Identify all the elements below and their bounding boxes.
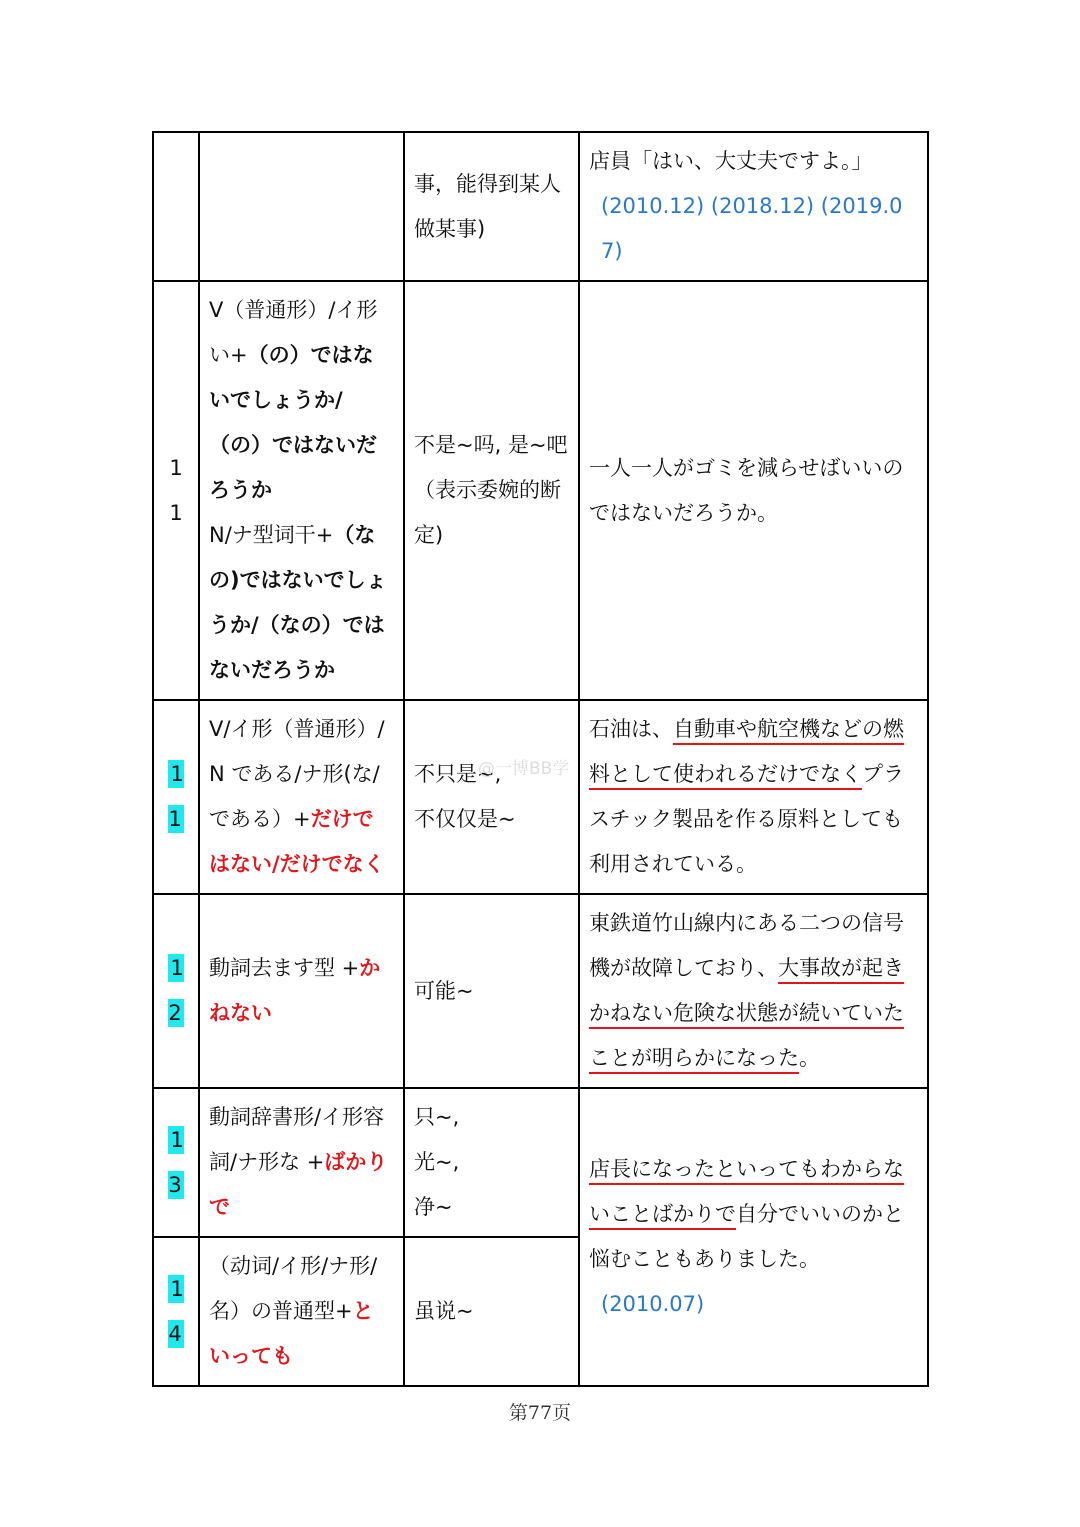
- row-number: [153, 132, 199, 281]
- example-underlined: 店長になったといってもわからないことばかりで: [589, 1157, 904, 1226]
- example-text: 石油は、: [589, 717, 673, 741]
- example-cell: [579, 894, 928, 1088]
- meaning-cell: 不是~吗, 是~吧（表示委婉的断定): [404, 281, 579, 700]
- pattern-cell: [199, 700, 404, 894]
- example-cell: [579, 1088, 928, 1386]
- pattern-cell: [199, 281, 404, 700]
- row-number: [153, 1088, 199, 1237]
- row-number-highlight: 13: [168, 1127, 184, 1197]
- pattern-cell: [199, 1088, 404, 1237]
- page-number: 第77页: [508, 1402, 572, 1424]
- meaning-line: 不只是~,: [414, 762, 502, 786]
- exam-dates: (2010.07): [601, 1292, 705, 1316]
- row-number-highlight: 12: [168, 956, 184, 1025]
- row-number: 11: [153, 281, 199, 700]
- meaning-cell: 虽说~: [404, 1237, 579, 1386]
- pattern-text: N/ナ型词干+: [209, 523, 334, 547]
- example-sentence: 店員「はい、大丈夫ですよ。」: [589, 149, 873, 173]
- table-row: [153, 132, 928, 281]
- pattern-text: V/イ形（普通形）/N である/ナ形(な/である）+: [209, 717, 385, 831]
- table-row: [153, 1088, 928, 1237]
- row-number: [153, 1237, 199, 1386]
- table-row: [153, 281, 928, 700]
- pattern-keyword: だけではない/だけでなく: [209, 807, 385, 876]
- meaning-cell: [404, 1088, 579, 1237]
- row-number: [153, 700, 199, 894]
- pattern-keyword: といっても: [209, 1299, 374, 1368]
- example-cell: [579, 700, 928, 894]
- pattern-cell: [199, 132, 404, 281]
- example-underlined: 大事故が起きかねない危険な状態が続いていたことが明らかになった: [589, 956, 904, 1070]
- pattern-keyword: ばかりで: [209, 1150, 388, 1219]
- example-underlined: 自動車や航空機などの燃料として使われるだけでなく: [589, 717, 904, 786]
- row-number: [153, 894, 199, 1088]
- watermark: @一博BB学: [478, 759, 570, 779]
- meaning-line: 光~,: [414, 1150, 460, 1174]
- pattern-emphasis: （なの)ではないでしょうか/（なの）ではないだろうか: [209, 523, 387, 682]
- pattern-cell: [199, 1237, 404, 1386]
- row-number-highlight: 11: [168, 762, 184, 831]
- pattern-emphasis: （の）ではないでしょうか/（の）ではないだろうか: [209, 343, 377, 502]
- example-text: 。: [799, 1046, 820, 1070]
- pattern-keyword: かねない: [209, 956, 381, 1025]
- table-row: [153, 894, 928, 1088]
- example-text: プラスチック製品を作る原料としても利用されている。: [589, 762, 904, 876]
- meaning-line: 只~,: [414, 1105, 460, 1129]
- exam-dates: (2010.12) (2018.12) (2019.07): [601, 194, 903, 263]
- table-row: [153, 700, 928, 894]
- pattern-text: （动词/イ形/ナ形/名）の普通型+: [209, 1254, 378, 1323]
- meaning-line: 净~: [414, 1195, 453, 1219]
- pattern-cell: [199, 894, 404, 1088]
- example-text: 自分でいいのかと悩むこともありました。: [589, 1202, 904, 1271]
- meaning-line: 不仅仅是~: [414, 807, 516, 831]
- meaning-cell: [404, 700, 579, 894]
- row-number-highlight: 14: [168, 1276, 184, 1346]
- example-text: 東鉄道竹山線内にある二つの信号機が故障しており、: [589, 911, 904, 980]
- meaning-cell: 可能~: [404, 894, 579, 1088]
- example-cell: [579, 132, 928, 281]
- example-cell: 一人一人がゴミを減らせばいいのではないだろうか。: [579, 281, 928, 700]
- meaning-cell: 事，能得到某人做某事): [404, 132, 579, 281]
- pattern-text: 動詞去ます型 +: [209, 956, 360, 980]
- pattern-text: 動詞辞書形/イ形容詞/ナ形な +: [209, 1105, 385, 1174]
- pattern-text: V（普通形）/イ形い+: [209, 298, 378, 367]
